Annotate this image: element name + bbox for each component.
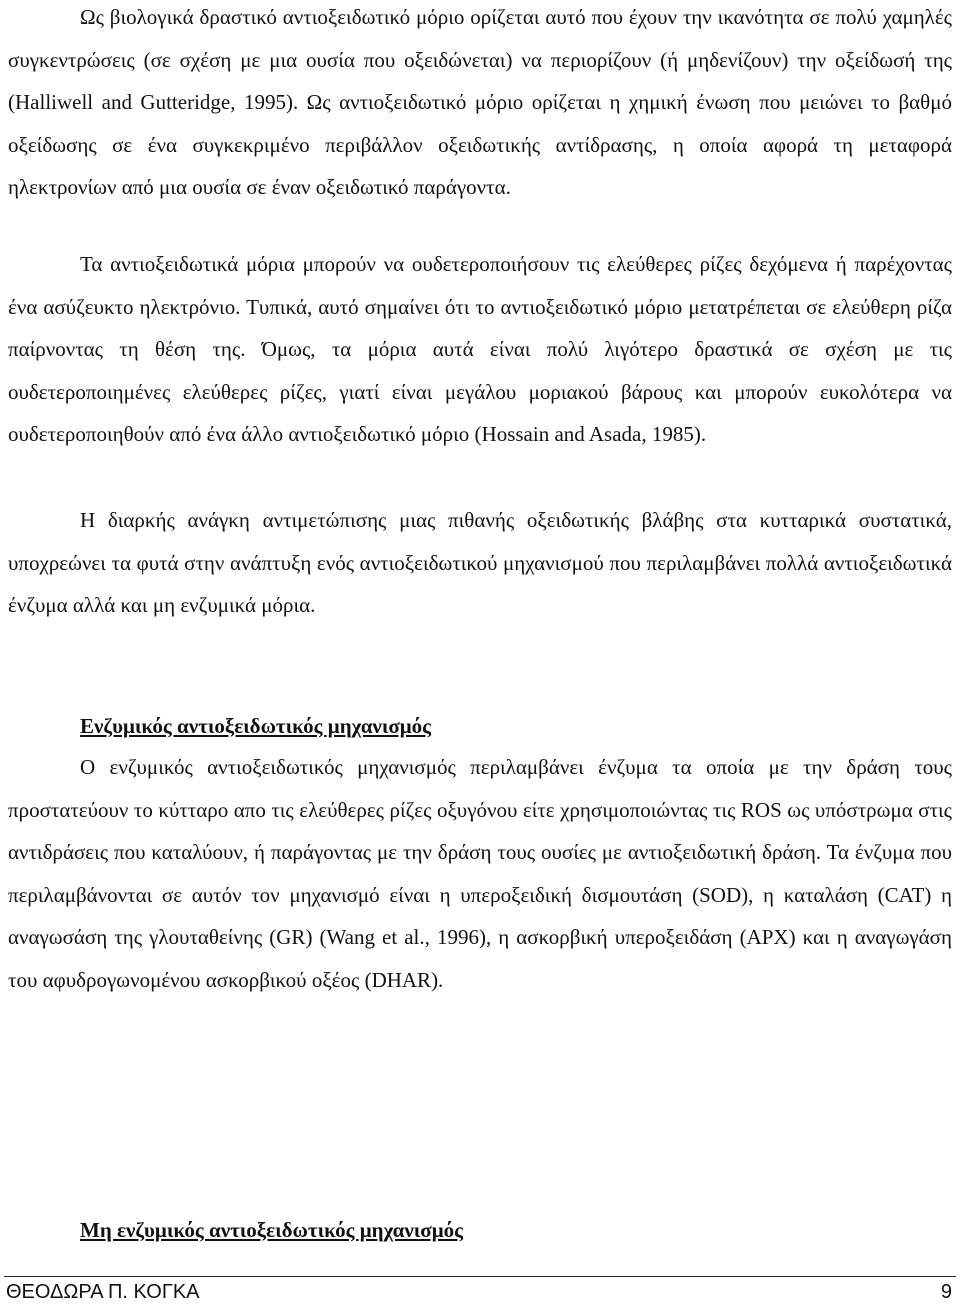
heading-non-enzymatic-mechanism: Μη ενζυμικός αντιοξειδωτικός μηχανισμός [80,1218,463,1242]
heading-enzymatic-mechanism: Ενζυμικός αντιοξειδωτικός μηχανισμός [80,714,432,738]
paragraph-enzymatic-mechanism: Ο ενζυμικός αντιοξειδωτικός μηχανισμός περιλαμβάνει ένζυμα τα οποία με την δράση τους προστατεύουν το κύτταρο απο τις ελεύθερες ρίζες οξυγόνου είτε χρησιμοποιώντας τις ROS ως υπόστρωμα στις αντιδράσεις που καταλύουν, ή παράγοντας με την δράση τους ουσίες με αντιοξειδωτική δράση. Τα ένζυμα που περιλαμβάνονται σε αυτόν τον μηχανισμό είναι η υπεροξειδική δισμουτάση (SOD), η καταλάση (CAT) η αναγωσάση της γλουταθείνης (GR) (Wang et al., 1996), η ασκορβική υπεροξειδάση (APX) και η αναγωγάση του αφυδρογωνομένου ασκορβικού οξέος (DHAR). [8,755,952,992]
paragraph-antioxidant-neutralization: Τα αντιοξειδωτικά μόρια μπορούν να ουδετεροποιήσουν τις ελεύθερες ρίζες δεχόμενα ή παρέχοντας ένα ασύζευκτο ηλεκτρόνιο. Τυπικά, αυτό σημαίνει ότι το αντιοξειδωτικό μόριο μετατρέπεται σε ελεύθερη ρίζα παίρνοντας τη θέση της. Όμως, τα μόρια αυτά είναι πολύ λιγότερο δραστικά σε σχέση με τις ουδετεροποιημένες ελεύθερες ρίζες, γιατί είναι μεγάλου μοριακού βάρους και μπορούν ευκολότερα να ουδετεροποιηθούν από ένα άλλο αντιοξειδωτικό μόριο (Hossain and Asada, 1985). [8,252,952,447]
footer-author: ΘΕΟΔΩΡΑ Π. ΚΟΓΚΑ [6,1281,200,1303]
paragraph-plant-defense: Η διαρκής ανάγκη αντιμετώπισης μιας πιθανής οξειδωτικής βλάβης στα κυτταρικά συστατικά, υποχρεώνει τα φυτά στην ανάπτυξη ενός αντιοξειδωτικού μηχανισμού που περιλαμβάνει πολλά αντιοξειδωτικά ένζυμα αλλά και μη ενζυμικά μόρια. [8,508,952,618]
footer-page-number: 9 [940,1281,952,1303]
page-footer [4,1276,956,1305]
paragraph-antioxidant-definition: Ως βιολογικά δραστικό αντιοξειδωτικό μόριο ορίζεται αυτό που έχουν την ικανότητα σε πολύ χαμηλές συγκεντρώσεις (σε σχέση με μια ουσία που οξειδώνεται) να περιορίζουν (ή μηδενίζουν) την οξείδωσή της (Halliwell and Gutteridge, 1995). Ως αντιοξειδωτικό μόριο ορίζεται η χημική ένωση που μειώνει το βαθμό οξείδωσης σε ένα συγκεκριμένο περιβάλλον οξειδωτικής αντίδρασης, η οποία αφορά τη μεταφορά ηλεκτρονίων από μια ουσία σε έναν οξειδωτικό παράγοντα. [8,5,952,200]
